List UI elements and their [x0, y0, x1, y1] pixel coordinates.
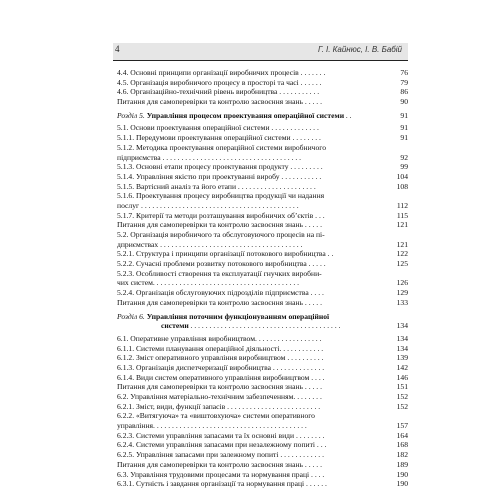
toc-entry	[117, 382, 408, 392]
toc-entry-title	[117, 431, 325, 441]
toc-page-number: 168	[396, 440, 408, 450]
section-title: системи	[161, 321, 189, 331]
section-label: Розділ 6.	[117, 311, 147, 321]
entry-text: Питання для самоперевірки та контролю засвоєння знань . . . . .	[117, 382, 322, 392]
toc-page-number: 121	[396, 220, 408, 230]
toc-entry	[117, 239, 408, 250]
entry-text: 5.1.3. Основні етапи процесу проектування продукту . . . . . . . . .	[117, 162, 323, 172]
toc-entry-title	[117, 172, 321, 182]
entry-text: 6.1. Оперативне управління виробництвом. . . . . . . . . . . . . . . . . .	[117, 333, 322, 343]
entry-text: управління. . . . . . . . . . . . . . . . . . . . . . . . . . . . . . . . . . . . . . . . .	[117, 421, 307, 431]
toc-entry	[117, 459, 408, 470]
entry-text: 6.1.1. Системи планування операційної діяльності. . . . . . . . . . . .	[117, 343, 324, 353]
toc-entry-title	[117, 450, 324, 460]
toc-entry-title	[117, 153, 301, 163]
toc-entry	[117, 259, 408, 269]
running-head-authors: Г. І. Кайнюс, І. В. Бабій	[318, 45, 402, 54]
entry-text: підприємства . . . . . . . . . . . . . . . . . . . . . . . . . . . . . . . . . . . . .	[117, 152, 302, 162]
table-of-contents	[117, 68, 408, 489]
entry-text: 4.4. Основні принципи організації виробничих процесів . . . . . . .	[117, 68, 326, 77]
toc-entry	[117, 392, 408, 402]
entry-text: 5.2. Організація виробничого та обслуговуючого процесів на пі-	[117, 230, 325, 239]
entry-text: Питання для самоперевірки та контролю засвоєння знань . . . . .	[117, 220, 322, 230]
toc-page-number: 152	[396, 401, 408, 411]
toc-entry-title	[117, 373, 325, 383]
entry-text: 6.2.3. Системи управління запасами та їх основні види . . . . . . . .	[117, 430, 325, 440]
entry-text: 5.2.3. Особливості створення та експлуатації гнучких виробни-	[117, 268, 322, 278]
toc-entry	[117, 372, 408, 383]
toc-entry-title	[117, 460, 322, 470]
entry-text: чих систем. . . . . . . . . . . . . . . . . . . . . . . . . . . . . . . . . . . . . . .	[117, 278, 300, 288]
toc-page-number: 104	[396, 171, 408, 181]
toc-entry	[117, 450, 408, 460]
entry-text: 5.1.7. Критерії та методи розташування виробничих об’єктів . . .	[117, 210, 325, 220]
toc-page-number: 126	[396, 278, 408, 288]
toc-entry-title	[117, 269, 322, 279]
toc-entry	[117, 200, 408, 211]
toc-entry	[117, 162, 408, 172]
toc-page-number: 99	[400, 162, 408, 172]
toc-page-number: 112	[396, 200, 408, 210]
toc-entry-title	[117, 288, 324, 298]
page-header	[113, 43, 408, 61]
toc-entry-title	[117, 440, 326, 450]
toc-entry	[117, 143, 387, 153]
toc-entry-title	[117, 201, 299, 211]
entry-text: 6.1.3. Організація диспетчеризації виробництва . . . . . . . . . . . . . .	[117, 362, 325, 372]
toc-entry-title	[117, 162, 323, 172]
toc-section-heading	[117, 110, 408, 121]
entry-text: Питання для самоперевірки та контролю засвоєння знань . . . . .	[117, 297, 322, 307]
entry-text: 6.3.1. Сутність і завдання організації та нормування праці . . . . . .	[117, 479, 327, 489]
toc-entry-title	[117, 182, 316, 192]
toc-entry	[117, 421, 408, 431]
toc-page-number: 189	[396, 459, 408, 469]
toc-entry	[117, 288, 408, 298]
entry-text: 5.1.2. Методика проектування операційної системи виробничого	[117, 142, 327, 152]
toc-entry	[117, 220, 408, 230]
toc-entry-title	[117, 392, 322, 402]
entry-text: 6.3. Управління трудовими процесами та нормування праці . . . .	[117, 469, 325, 479]
toc-entry-title	[117, 479, 327, 489]
toc-entry-title	[117, 87, 319, 97]
toc-page-number: 115	[396, 210, 408, 220]
entry-text: Питання для самоперевірки та контролю засвоєння знань . . . . .	[117, 97, 322, 107]
toc-page-number: 108	[396, 181, 408, 191]
toc-page-number: 134	[396, 321, 408, 331]
toc-entry	[117, 87, 408, 97]
toc-entry-title	[117, 363, 324, 373]
toc-entry-title	[117, 111, 352, 121]
toc-entry	[117, 181, 408, 192]
toc-entry	[117, 210, 408, 221]
toc-entry	[117, 469, 408, 480]
entry-text: 6.2.4. Системи управління запасами при незалежному попиті . . .	[117, 440, 327, 450]
toc-entry-title	[117, 278, 299, 288]
toc-page-number: 182	[396, 450, 408, 460]
toc-entry	[117, 171, 408, 182]
toc-entry-title	[117, 470, 324, 480]
toc-page-number: 190	[396, 479, 408, 489]
leader-dots: . .	[344, 110, 352, 120]
entry-text: 6.1.2. Зміст оперативного управління виробництвом . . . . . . . . . .	[117, 353, 324, 363]
toc-entry	[117, 411, 387, 421]
toc-page-number: 92	[400, 152, 408, 162]
toc-page-number: 125	[396, 259, 408, 269]
toc-entry	[117, 430, 408, 441]
entry-text: 6.2.2. «Витягуюча» та «виштовхуюча» системи оперативного	[117, 411, 315, 421]
toc-entry	[117, 297, 408, 308]
toc-page-number: 91	[400, 133, 408, 143]
toc-entry-title	[117, 298, 322, 308]
entry-text: 5.2.1. Структура і принципи організації потокового виробництва . .	[117, 249, 334, 259]
toc-entry	[117, 77, 408, 88]
toc-page-number: 76	[400, 68, 408, 77]
toc-entry	[117, 191, 387, 201]
toc-page-number: 91	[400, 123, 408, 133]
toc-entry-title	[161, 321, 341, 331]
toc-entry	[117, 123, 408, 133]
toc-entry-title	[117, 411, 315, 421]
toc-page-number: 86	[400, 87, 408, 97]
toc-entry-title	[117, 191, 324, 201]
toc-page-number: 139	[396, 353, 408, 363]
toc-entry-title	[117, 353, 323, 363]
toc-page-number: 79	[400, 77, 408, 87]
toc-page-number: 146	[396, 372, 408, 382]
toc-entry-title	[117, 143, 326, 153]
toc-entry	[117, 230, 387, 240]
entry-text: 5.1.4. Управління якістю при проектуванні виробу . . . . . . . . . . .	[117, 171, 322, 181]
entry-text: 5.2.4. Організація обслуговуючих підрозділів підприємства . . . .	[117, 288, 324, 298]
toc-page-number: 134	[396, 333, 408, 343]
toc-entry	[117, 278, 408, 288]
toc-entry-title	[117, 421, 307, 431]
toc-entry	[117, 440, 408, 450]
toc-entry	[117, 362, 408, 373]
toc-entry	[117, 97, 408, 107]
toc-page-number: 134	[396, 343, 408, 353]
toc-page-number: 152	[396, 392, 408, 401]
toc-entry	[117, 68, 408, 78]
toc-page-number: 164	[396, 430, 408, 440]
toc-entry	[117, 133, 408, 143]
toc-page-number: 151	[396, 382, 408, 392]
toc-entry	[117, 401, 408, 412]
toc-entry-title	[117, 133, 321, 143]
section-label: Розділ 5.	[117, 110, 147, 120]
page-number: 4	[115, 44, 120, 54]
section-title: Управління поточним функціонуванням операційної	[146, 311, 330, 321]
toc-page-number: 129	[396, 288, 408, 298]
entry-text: 4.6. Організаційно-технічний рівень виробництва . . . . . . . . . . .	[117, 87, 320, 97]
entry-text: 6.2.5. Управління запасами при залежному попиті . . . . . . . . . . . .	[117, 450, 324, 460]
toc-entry-title	[117, 123, 319, 133]
toc-entry-title	[117, 334, 321, 344]
section-title: Управління процесом проектування операційної системи	[146, 110, 345, 120]
toc-page-number: 133	[396, 297, 408, 307]
toc-entry-title	[117, 249, 333, 259]
toc-entry-title	[117, 230, 325, 240]
toc-page-number: 157	[396, 421, 408, 431]
leader-dots: . . . . . . . . . . . . . . . . . . . . . . . . . . . . . . . . . . . . . . . .	[188, 321, 341, 331]
entry-text: послуг . . . . . . . . . . . . . . . . . . . . . . . . . . . . . . . . . . . . . . . . . .	[117, 200, 299, 210]
toc-entry	[117, 269, 387, 279]
entry-text: 5.2.2. Сучасні проблеми розвитку потокового виробництва . . . . .	[117, 259, 326, 269]
toc-entry-title	[117, 402, 320, 412]
toc-entry	[117, 343, 408, 354]
entry-text: 5.1.1. Передумови проектування операційної системи . . . . . . . .	[117, 133, 321, 143]
toc-entry	[117, 479, 408, 489]
toc-entry-title	[117, 211, 325, 221]
entry-text: 6.2.1. Зміст, види, функції запасів . . . . . . . . . . . . . . . . . . . . . . . . .	[117, 401, 321, 411]
entry-text: 6.2. Управління матеріально-технічним забезпеченням. . . . . . . .	[117, 392, 322, 401]
entry-text: 5.1.6. Проектування процесу виробництва продукції чи надання	[117, 191, 325, 201]
toc-entry-title	[117, 220, 322, 230]
toc-page-number: 90	[400, 97, 408, 107]
toc-page-number: 122	[396, 249, 408, 259]
toc-page-number: 190	[396, 469, 408, 479]
toc-page-number: 142	[396, 362, 408, 372]
toc-section-heading	[117, 321, 408, 331]
toc-entry	[117, 353, 408, 363]
toc-entry	[117, 249, 408, 259]
entry-text: 4.5. Організація виробничого процесу в просторі та часі . . . . . .	[117, 77, 322, 87]
toc-entry-title	[117, 97, 322, 107]
toc-entry-title	[117, 78, 322, 88]
toc-entry	[117, 152, 408, 163]
toc-page-number: 91	[400, 110, 408, 120]
toc-entry-title	[117, 240, 302, 250]
toc-section-heading	[117, 312, 387, 322]
toc-entry	[117, 333, 408, 344]
entry-text: 5.1.5. Вартісний аналіз та його етапи . . . . . . . . . . . . . . . . . . . . .	[117, 181, 316, 191]
toc-entry-title	[117, 344, 323, 354]
toc-entry-title	[117, 259, 326, 269]
entry-text: 6.1.4. Види систем оперативного управління виробництвом . . . .	[117, 372, 325, 382]
entry-text: 5.1. Основи проектування операційної системи . . . . . . . . . . . . .	[117, 123, 319, 133]
entry-text: Питання для самоперевірки та контролю засвоєння знань . . . . .	[117, 459, 322, 469]
toc-entry-title	[117, 68, 325, 78]
toc-entry-title	[117, 382, 322, 392]
entry-text: дприємствах . . . . . . . . . . . . . . . . . . . . . . . . . . . . . . . . . . . . . .	[117, 239, 303, 249]
toc-entry-title	[117, 312, 329, 322]
toc-page-number: 121	[396, 239, 408, 249]
